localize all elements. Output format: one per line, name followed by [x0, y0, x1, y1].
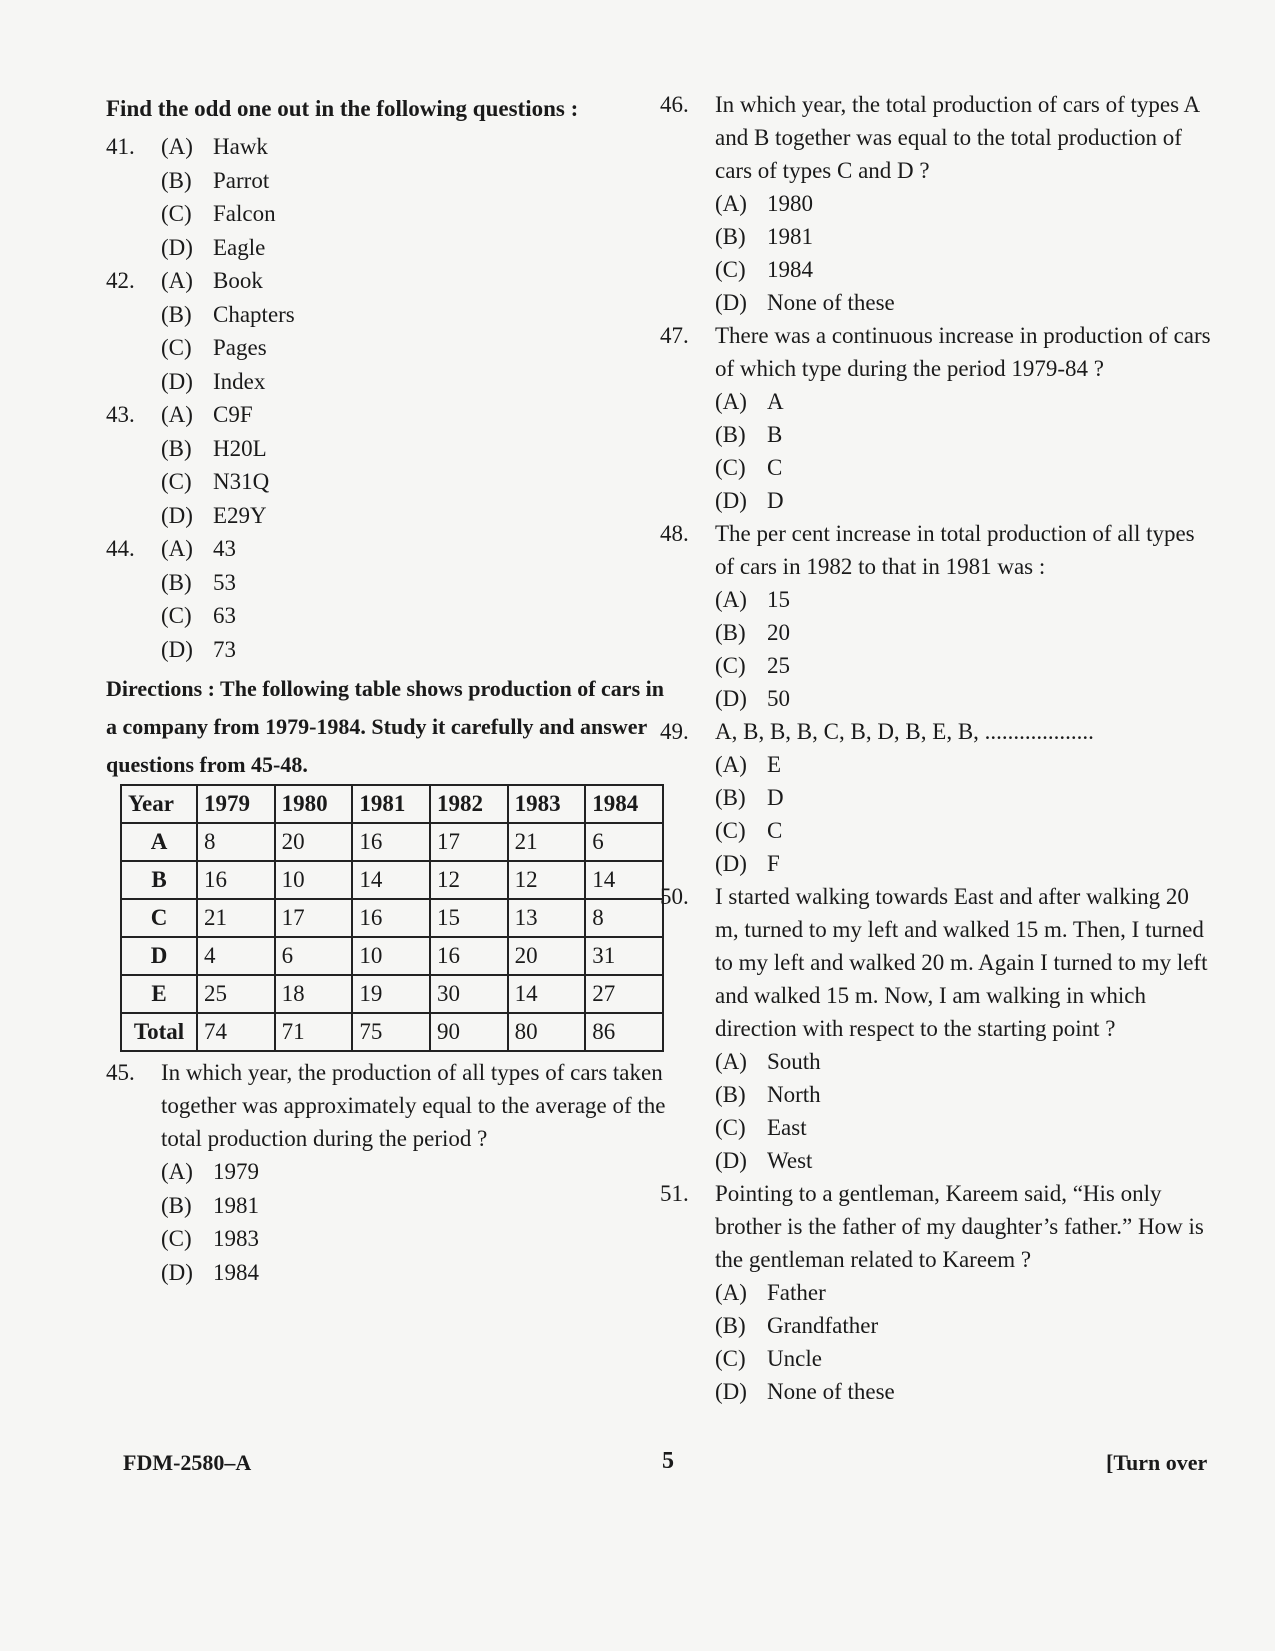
- option-letter: (C): [161, 335, 192, 360]
- option-text: C9F: [213, 402, 253, 427]
- question-number: 42.: [106, 268, 135, 293]
- table-cell: 14: [352, 861, 430, 899]
- option-text: 1981: [213, 1192, 259, 1218]
- question: [106, 1056, 666, 1289]
- table-cell: 10: [275, 861, 353, 899]
- question: [106, 130, 666, 264]
- option-text: 25: [767, 653, 790, 678]
- turn-over-note: [Turn over: [1106, 1450, 1208, 1475]
- table-row: [121, 975, 663, 1013]
- option-text: East: [767, 1115, 807, 1140]
- question-number: 48.: [660, 521, 689, 546]
- option-text: N31Q: [213, 469, 270, 494]
- question-number: 51.: [660, 1181, 689, 1206]
- option-letter: (A): [715, 587, 747, 612]
- option-letter: (C): [715, 653, 746, 678]
- question-row: [660, 715, 1215, 748]
- option-letter: (B): [161, 569, 192, 595]
- option: [715, 1342, 1215, 1375]
- option-text: D: [767, 785, 784, 810]
- option: [161, 1189, 666, 1223]
- option-text: C: [767, 818, 783, 843]
- option-text: 43: [213, 536, 236, 561]
- section-heading: Find the odd one out in the following questions :: [106, 96, 579, 121]
- option-letter: (C): [715, 455, 746, 480]
- option: [715, 1309, 1215, 1342]
- question-number: 50.: [660, 884, 689, 909]
- question-number: 44.: [106, 536, 135, 561]
- option-text: South: [767, 1049, 821, 1074]
- table-cell: 6: [585, 823, 663, 861]
- option-letter: (D): [161, 234, 193, 260]
- option: [715, 1045, 1215, 1078]
- option: [161, 1222, 666, 1256]
- option-letter: (B): [161, 1192, 192, 1218]
- option: [161, 164, 666, 198]
- option-letter: (D): [715, 1379, 747, 1404]
- table-cell: 18: [275, 975, 353, 1013]
- table-cell: 90: [430, 1013, 508, 1051]
- option: [715, 286, 1215, 319]
- option: [161, 1155, 666, 1189]
- option-text: D: [767, 488, 784, 513]
- option: [715, 649, 1215, 682]
- right-column: [660, 88, 1215, 1408]
- table-cell: 12: [430, 861, 508, 899]
- question-row: [660, 1177, 1215, 1276]
- option-letter: (B): [161, 301, 192, 327]
- production-table: [120, 784, 664, 1052]
- option-text: 1984: [767, 257, 813, 282]
- option-text: 1979: [213, 1159, 259, 1184]
- option-text: 1983: [213, 1226, 259, 1251]
- option-text: Hawk: [213, 134, 268, 159]
- question: [106, 264, 666, 398]
- option-letter: (D): [715, 851, 747, 876]
- option-text: North: [767, 1082, 821, 1107]
- option: [106, 264, 666, 298]
- question-text: The per cent increase in total production of all types of cars in 1982 to that in 1981 was :: [715, 521, 1195, 579]
- option: [715, 814, 1215, 847]
- option: [715, 1111, 1215, 1144]
- option-text: 53: [213, 569, 236, 595]
- option: [161, 231, 666, 265]
- option-letter: (B): [715, 224, 746, 249]
- table-cell: 71: [275, 1013, 353, 1051]
- option-text: 1984: [213, 1259, 259, 1285]
- option: [715, 748, 1215, 781]
- table-row: [121, 899, 663, 937]
- option-text: B: [767, 422, 783, 447]
- option: [715, 418, 1215, 451]
- option-text: 50: [767, 686, 790, 711]
- option-text: C: [767, 455, 783, 480]
- option-letter: (D): [161, 368, 193, 394]
- option-text: Book: [213, 268, 263, 293]
- option-letter: (B): [161, 167, 192, 193]
- question-row: [660, 88, 1215, 187]
- option-text: 15: [767, 587, 790, 612]
- option: [161, 432, 666, 466]
- option: [161, 633, 666, 667]
- option-text: Uncle: [767, 1346, 822, 1371]
- table-cell: 86: [585, 1013, 663, 1051]
- header-cell: 1981: [352, 785, 430, 823]
- option-letter: (D): [161, 1259, 193, 1285]
- option: [715, 1078, 1215, 1111]
- option: [161, 298, 666, 332]
- option-letter: (D): [715, 488, 747, 513]
- question: [660, 88, 1215, 319]
- row-label: C: [121, 899, 197, 937]
- question: [106, 398, 666, 532]
- option-text: Chapters: [213, 301, 295, 327]
- option-letter: (D): [161, 636, 193, 662]
- option-text: Father: [767, 1280, 826, 1305]
- option-text: Eagle: [213, 234, 266, 260]
- option-letter: (B): [715, 785, 746, 810]
- option: [106, 398, 666, 432]
- option-letter: (D): [715, 1148, 747, 1173]
- option-text: Pages: [213, 335, 267, 360]
- row-label: Total: [121, 1013, 197, 1051]
- option: [715, 451, 1215, 484]
- option-text: E29Y: [213, 502, 267, 528]
- option-text: 1980: [767, 191, 813, 216]
- option-letter: (A): [161, 536, 193, 561]
- option: [715, 484, 1215, 517]
- option-letter: (C): [161, 603, 192, 628]
- option: [161, 499, 666, 533]
- table-cell: 16: [197, 861, 275, 899]
- question: [660, 715, 1215, 880]
- table-cell: 75: [352, 1013, 430, 1051]
- header-cell: 1979: [197, 785, 275, 823]
- option: [715, 1276, 1215, 1309]
- option: [715, 1375, 1215, 1408]
- option-text: 20: [767, 620, 790, 645]
- table-cell: 74: [197, 1013, 275, 1051]
- question-number: 47.: [660, 323, 689, 348]
- left-column: [106, 92, 666, 1289]
- question-row: [660, 517, 1215, 583]
- question-number: 49.: [660, 719, 689, 744]
- table-cell: 16: [430, 937, 508, 975]
- question-row: [660, 880, 1215, 1045]
- option: [106, 130, 666, 164]
- option: [715, 781, 1215, 814]
- option: [161, 331, 666, 365]
- table-cell: 30: [430, 975, 508, 1013]
- option-text: 73: [213, 636, 236, 662]
- table-cell: 80: [508, 1013, 586, 1051]
- option-text: 63: [213, 603, 236, 628]
- option-text: None of these: [767, 1379, 895, 1404]
- option-letter: (B): [161, 435, 192, 461]
- question-number: 45.: [106, 1060, 135, 1085]
- page-number: 5: [662, 1448, 674, 1474]
- option: [161, 566, 666, 600]
- question-row: [106, 1056, 666, 1155]
- option-letter: (A): [715, 1049, 747, 1074]
- header-cell: 1982: [430, 785, 508, 823]
- option-text: H20L: [213, 435, 267, 461]
- table-cell: 27: [585, 975, 663, 1013]
- option-letter: (B): [715, 1313, 746, 1338]
- table-cell: 6: [275, 937, 353, 975]
- option: [715, 385, 1215, 418]
- option-letter: (B): [715, 1082, 746, 1107]
- option: [715, 616, 1215, 649]
- question-text: Pointing to a gentleman, Kareem said, “His only brother is the father of my daughter’s father.” How is the gentleman related to Kareem ?: [715, 1181, 1204, 1272]
- row-label: E: [121, 975, 197, 1013]
- option-text: None of these: [767, 290, 895, 315]
- question-text: A, B, B, B, C, B, D, B, E, B, ...................: [715, 719, 1094, 744]
- option: [715, 682, 1215, 715]
- table-cell: 12: [508, 861, 586, 899]
- question-number: 46.: [660, 92, 689, 117]
- option-letter: (B): [715, 422, 746, 447]
- option-letter: (C): [715, 818, 746, 843]
- table-cell: 20: [275, 823, 353, 861]
- option-letter: (A): [161, 1159, 193, 1184]
- option-text: Grandfather: [767, 1313, 879, 1338]
- option-letter: (B): [715, 620, 746, 645]
- option: [106, 532, 666, 566]
- table-cell: 13: [508, 899, 586, 937]
- table-row: [121, 861, 663, 899]
- table-cell: 16: [352, 899, 430, 937]
- question-number: 41.: [106, 134, 135, 159]
- table-cell: 14: [585, 861, 663, 899]
- table-row: [121, 823, 663, 861]
- question: [660, 880, 1215, 1177]
- table-cell: 10: [352, 937, 430, 975]
- option-text: F: [767, 851, 780, 876]
- option-letter: (D): [715, 290, 747, 315]
- table-cell: 15: [430, 899, 508, 937]
- option-letter: (A): [715, 389, 747, 414]
- option: [715, 253, 1215, 286]
- table-row: [121, 937, 663, 975]
- option-text: 1981: [767, 224, 813, 249]
- question-text: In which year, the production of all types of cars taken together was approximately equal to the average of the total production during the period ?: [161, 1060, 666, 1151]
- option-text: Index: [213, 368, 266, 394]
- option: [161, 197, 666, 231]
- option-letter: (A): [715, 191, 747, 216]
- table-cell: 31: [585, 937, 663, 975]
- option-letter: (C): [715, 1115, 746, 1140]
- directions-text: Directions : The following table shows production of cars in a company from 1979-1984. Study it carefully and answer questions from 45-48.: [106, 676, 664, 777]
- option: [161, 599, 666, 633]
- question: [106, 532, 666, 666]
- question-row: [660, 319, 1215, 385]
- option-text: West: [767, 1148, 813, 1173]
- option-letter: (A): [161, 268, 193, 293]
- table-cell: 16: [352, 823, 430, 861]
- paper-code: FDM-2580–A: [123, 1450, 252, 1475]
- table-cell: 19: [352, 975, 430, 1013]
- table-cell: 14: [508, 975, 586, 1013]
- table-row: [121, 1013, 663, 1051]
- option-letter: (C): [161, 1226, 192, 1251]
- question-text: There was a continuous increase in production of cars of which type during the period 1979-84 ?: [715, 323, 1211, 381]
- table-body: [121, 823, 663, 1051]
- option-text: Falcon: [213, 201, 276, 226]
- header-cell: 1980: [275, 785, 353, 823]
- question-number: 43.: [106, 402, 135, 427]
- question-text: I started walking towards East and after walking 20 m, turned to my left and walked 15 m. Then, I turned to my left and walked 20 m. Again I turned to my left and walked 15 m. Now, I am walking in which direction with respect to the starting point ?: [715, 884, 1208, 1041]
- option-letter: (D): [715, 686, 747, 711]
- table-cell: 21: [508, 823, 586, 861]
- table-cell: 4: [197, 937, 275, 975]
- question: [660, 1177, 1215, 1408]
- question-text: In which year, the total production of cars of types A and B together was equal to the total production of cars of types C and D ?: [715, 92, 1199, 183]
- option-letter: (C): [715, 1346, 746, 1371]
- option: [715, 220, 1215, 253]
- option-letter: (A): [715, 752, 747, 777]
- option: [161, 365, 666, 399]
- option-letter: (A): [161, 402, 193, 427]
- odd-one-out-questions: [106, 130, 666, 666]
- option: [715, 187, 1215, 220]
- table-header-row: [121, 785, 663, 823]
- table-cell: 25: [197, 975, 275, 1013]
- table-cell: 17: [430, 823, 508, 861]
- option-text: A: [767, 389, 784, 414]
- question-45: [106, 1056, 666, 1289]
- option: [715, 1144, 1215, 1177]
- question: [660, 517, 1215, 715]
- table-cell: 21: [197, 899, 275, 937]
- header-cell: 1983: [508, 785, 586, 823]
- row-label: D: [121, 937, 197, 975]
- option-text: Parrot: [213, 167, 270, 193]
- table-cell: 8: [197, 823, 275, 861]
- header-cell: 1984: [585, 785, 663, 823]
- option-letter: (D): [161, 502, 193, 528]
- option-letter: (C): [161, 469, 192, 494]
- option: [161, 1256, 666, 1290]
- question: [660, 319, 1215, 517]
- option: [161, 465, 666, 499]
- row-label: A: [121, 823, 197, 861]
- table-cell: 20: [508, 937, 586, 975]
- table-cell: 8: [585, 899, 663, 937]
- option-letter: (C): [161, 201, 192, 226]
- option-letter: (C): [715, 257, 746, 282]
- option-letter: (A): [161, 134, 193, 159]
- option: [715, 583, 1215, 616]
- table-cell: 17: [275, 899, 353, 937]
- option: [715, 847, 1215, 880]
- option-text: E: [767, 752, 782, 777]
- row-label: B: [121, 861, 197, 899]
- option-letter: (A): [715, 1280, 747, 1305]
- header-year: Year: [121, 785, 197, 823]
